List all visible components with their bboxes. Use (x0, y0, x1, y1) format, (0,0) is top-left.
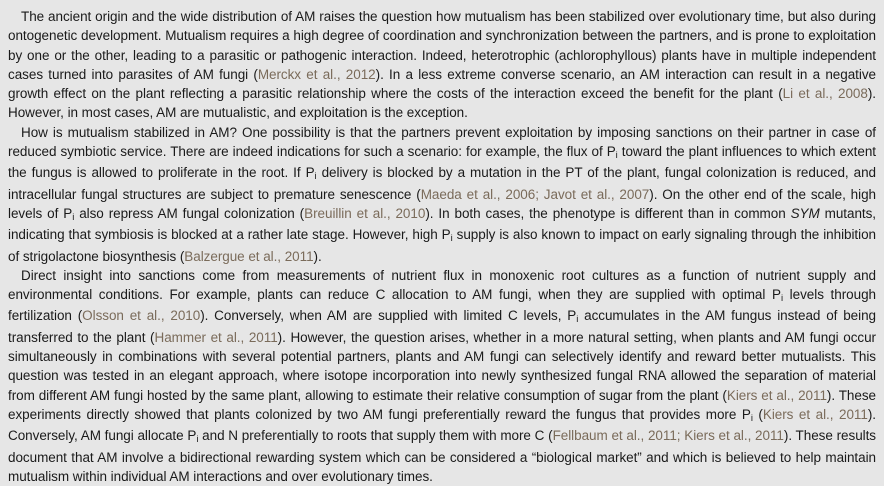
text-run: ). In both cases, the phenotype is different than in common (425, 205, 791, 221)
paragraph-2 (8, 123, 876, 266)
subscript: i (450, 233, 453, 245)
text-run: ). Conversely, when AM are supplied with limited C levels, P (200, 308, 577, 324)
subscript: i (72, 211, 75, 223)
italic-term: SYM (790, 205, 820, 221)
citation-link[interactable]: Hammer et al., 2011 (154, 329, 278, 345)
text-run: supply is also known to impact on early signaling through the inhibition of strigolactone biosynthesis ( (8, 227, 876, 264)
subscript: i (750, 412, 753, 424)
text-run: How is mutualism stabilized in AM? One possibility is that the partners prevent exploitation by imposing sanctions on their partner in case of reduced symbiotic service. There are indeed indications for such a scenario: for example, the flux of P (8, 124, 876, 160)
citation-link[interactable]: Olsson et al., 2010 (82, 308, 201, 324)
citation-link[interactable]: Balzergue et al., 2011 (184, 248, 314, 264)
text-run: ). However, the question arises, whether in a more natural setting, when plants and AM fungi occur simultaneously in combinations with several potential partners, plants and AM fungi can selectively identify and reward better mutualists. This question was tested in an elegant approach, where isotope incorporation into newly synthesized fungal RNA allowed the separation of material from different AM fungi hosted by the same plant, allowing to estimate their relative consumption of sugar from the plant ( (8, 329, 877, 403)
text-run: also repress AM fungal colonization ( (74, 205, 305, 221)
subscript: i (196, 434, 199, 446)
subscript: i (314, 171, 317, 183)
text-run: toward the plant influences to which extent the fungus is allowed to proliferate in the root. If P (8, 144, 876, 181)
text-run: ( (752, 406, 763, 422)
text-run: levels through fertilization ( (8, 287, 876, 324)
subscript: i (615, 150, 618, 162)
subscript: i (576, 314, 579, 326)
text-run: ). Conversely, AM fungi allocate P (8, 406, 876, 444)
text-run: and N preferentially to roots that supply them with more C ( (198, 428, 553, 444)
citation-link[interactable]: Li et al., 2008 (782, 86, 868, 102)
text-run: ). (313, 248, 322, 264)
citation-link[interactable]: Fellbaum et al., 2011; Kiers et al., 2011 (552, 428, 784, 444)
text-run: mutants, indicating that symbiosis is blocked at a rather late stage. However, high P (8, 205, 877, 243)
text-run: ). In a less extreme converse scenario, an AM interaction can result in a negative growth effect on the plant reflecting a parasitic relationship where the costs of the interaction exceed the benefit for the plant ( (8, 66, 876, 102)
citation-link[interactable]: Breuillin et al., 2010 (304, 205, 426, 221)
text-run: Direct insight into sanctions come from measurements of nutrient flux in monoxenic root cultures as a function of nutrient supply and environmental conditions. For example, plants can reduce C allocation to AM fungi, when they are supplied with optimal P (8, 267, 876, 303)
text-run: ). These experiments directly showed that plants colonized by two AM fungi preferentially reward the fungus that provides more P (8, 387, 876, 422)
text-run: ). These results document that AM involve a bidirectional rewarding system which can be considered a “biological market” and which is believed to help maintain mutualism within individual AM interactions and over evolutionary times. (8, 428, 876, 484)
citation-link[interactable]: Maeda et al., 2006; Javot et al., 2007 (420, 186, 650, 202)
paragraph-1 (8, 7, 876, 123)
citation-link[interactable]: Kiers et al., 2011 (762, 406, 868, 422)
text-run: ). On the other end of the scale, high levels of P (8, 186, 876, 221)
paragraph-3 (8, 266, 876, 486)
text-run: The ancient origin and the wide distribution of AM raises the question how mutualism has been stabilized over evolutionary time, but also during ontogenetic development. Mutualism requires a high degree of coordination and synchronization between the partners, and is prone to exploitation by one or the other, leading to a parasitic or pathogenic interaction. Indeed, heterotrophic (achlorophyllous) plants have in multiple independent cases turned into parasites of AM fungi ( (8, 9, 876, 82)
subscript: i (780, 293, 784, 305)
citation-link[interactable]: Kiers et al., 2011 (726, 387, 827, 403)
text-run: accumulates in the AM fungus instead of being transferred to the plant ( (8, 308, 876, 345)
text-run: delivery is blocked by a mutation in the PT of the plant, fungal colonization is reduced, and intracellular fungal structures are subject to premature senescence ( (8, 165, 876, 202)
citation-link[interactable]: Merckx et al., 2012 (257, 66, 376, 82)
text-run: ). However, in most cases, AM are mutualistic, and exploitation is the exception. (8, 86, 876, 121)
